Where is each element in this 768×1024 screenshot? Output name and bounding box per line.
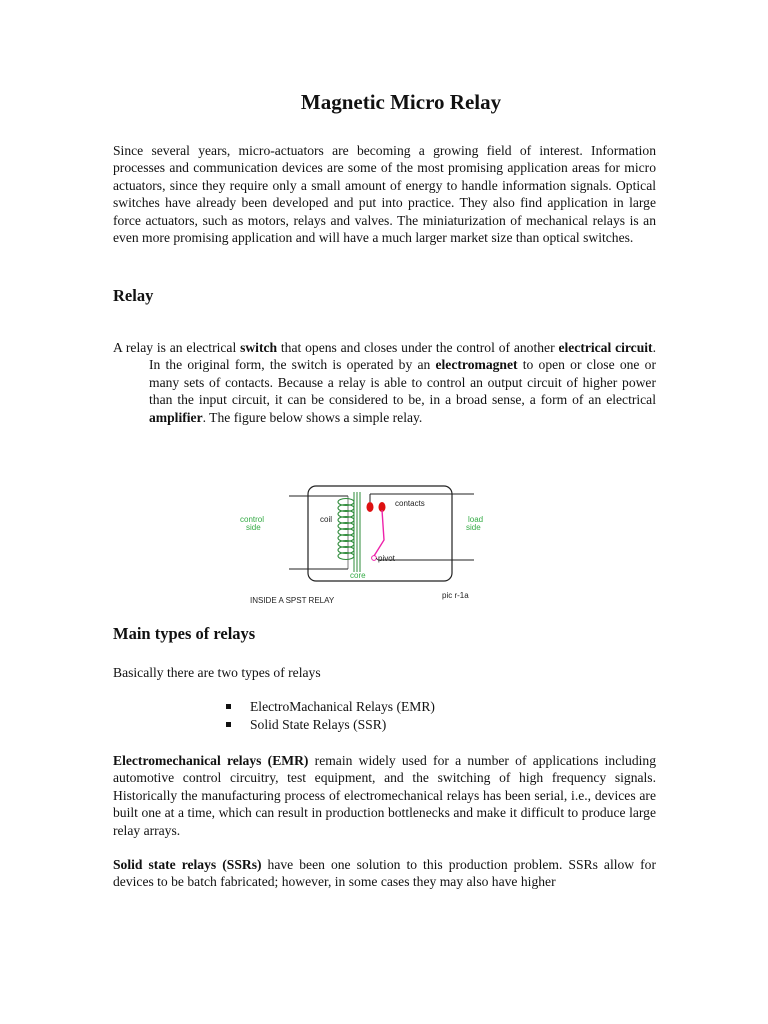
ssr-term: Solid state relays (SSRs)	[113, 857, 262, 872]
relay-text-2: that opens and closes under the control of another	[277, 340, 559, 355]
core-label: core	[350, 571, 366, 580]
contact-fixed-icon	[367, 502, 374, 512]
types-heading: Main types of relays	[113, 624, 256, 643]
control-side-label-1: control	[240, 515, 265, 524]
coil-label: coil	[320, 515, 333, 524]
relay-diagram	[236, 480, 486, 610]
control-side-label-2: side	[246, 523, 261, 532]
relay-definition	[113, 339, 656, 426]
list-item	[226, 698, 435, 716]
coil-icon	[338, 499, 354, 560]
figure-caption: INSIDE A SPST RELAY	[250, 596, 335, 605]
list-item-label: ElectroMachanical Relays (EMR)	[250, 699, 435, 714]
relay-housing	[308, 486, 452, 581]
bullet-icon	[226, 704, 231, 709]
term-amplifier: amplifier	[149, 409, 203, 425]
term-electrical-circuit: electrical circuit	[558, 340, 653, 355]
relay-types-list	[226, 698, 435, 733]
list-item-label: Solid State Relays (SSR)	[250, 716, 387, 732]
relay-figure	[236, 480, 486, 610]
relay-text-5: . The figure below shows a simple relay.	[202, 409, 423, 425]
contacts-label: contacts	[395, 499, 425, 508]
load-side-label-1: load	[468, 515, 484, 524]
emr-paragraph	[113, 752, 656, 839]
list-item	[226, 716, 435, 734]
figure-reference: pic r-1a	[442, 591, 469, 600]
page-title: Magnetic Micro Relay	[300, 90, 502, 114]
bullet-icon	[226, 722, 231, 727]
ssr-paragraph	[113, 856, 656, 891]
relay-heading: Relay	[113, 286, 154, 305]
load-side-label-2: side	[466, 523, 481, 532]
core-icon	[354, 492, 360, 572]
pivot-label: pivot	[378, 554, 395, 563]
term-electromagnet: electromagnet	[435, 357, 518, 373]
emr-text: remain widely used for a number of applications including automotive control circuitry, test equipment, and the switching of high frequency signals. Historically the manufacturing process of electromechanical relays has been serial, i.e., devices are built one at a time, which can result in production bottlenecks and make it difficult to produce large relay arrays.	[113, 753, 656, 838]
types-intro: Basically there are two types of relays	[113, 665, 321, 680]
relay-text-4: to open or close one or many sets of contacts. Because a relay is able to control an output circuit of higher power than the input circuit, it can be considered to be, in a broad sense, a form of an electrical	[149, 357, 656, 408]
relay-text-1: A relay is an electrical	[113, 340, 241, 355]
armature-icon	[374, 510, 384, 556]
relay-text-3: . In the original form, the switch is operated by an	[149, 340, 656, 373]
pivot-icon	[372, 556, 377, 561]
emr-term: Electromechanical relays (EMR)	[113, 753, 309, 768]
intro-paragraph: Since several years, micro-actuators are becoming a growing field of interest. Information processes and communication devices are some of the most promising application areas for micro actuators, since they require only a small amount of energy to handle information signals. Optical switches have already been developed and put into practice. They also find application in large force actuators, such as motors, relays and valves. The miniaturization of mechanical relays is an even more promising application and will have a much larger market size than optical switches.	[113, 143, 656, 246]
term-switch: switch	[240, 340, 278, 355]
ssr-text: have been one solution to this production problem. SSRs allow for devices to be batch fabricated; however, in some cases they may also have higher	[113, 857, 656, 890]
